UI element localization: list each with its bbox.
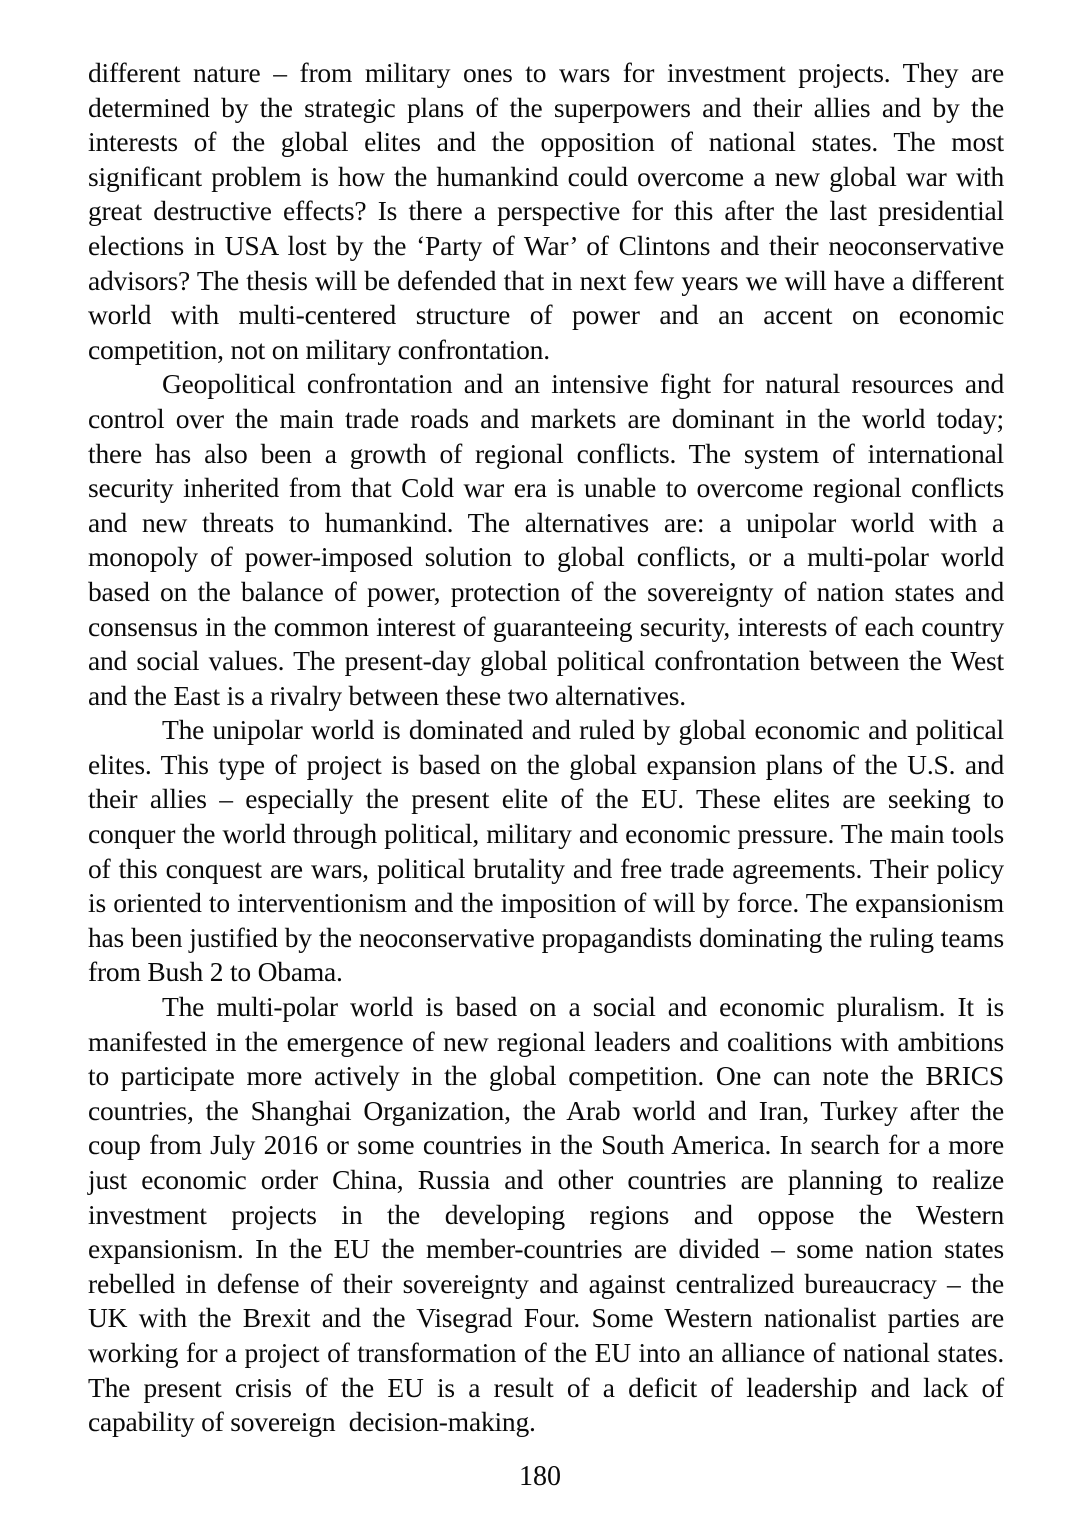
body-text xyxy=(88,56,1004,1440)
paragraph-3: The unipolar world is dominated and ruled by global economic and political elites. This type of project is based on the global expansion plans of the U.S. and their allies – especially the present elite of the EU. These elites are seeking to conquer the world through political, military and economic pressure. The main tools of this conquest are wars, political brutality and free trade agreements. Their policy is oriented to interventionism and the imposition of will by force. The expansionism has been justified by the neoconservative propagandists dominating the ruling teams from Bush 2 to Obama. xyxy=(88,714,1004,988)
page-number: 180 xyxy=(519,1461,561,1492)
paragraph-1: different nature – from military ones to wars for investment projects. They are determined by the strategic plans of the superpowers and their allies and by the interests of the global elites and the opposition of national states. The most significant problem is how the humankind could overcome a new global war with great destructive effects? Is there a perspective for this after the last presidential elections in USA lost by the ‘Party of War’ of Clintons and their neoconservative advisors? The thesis will be defended that in next few years we will have a different world with multi-centered structure of power and an accent on economic competition, not on military confrontation. xyxy=(88,57,1004,365)
paragraph-4: The multi-polar world is based on a social and economic pluralism. It is manifested in the emergence of new regional leaders and coalitions with ambitions to participate more actively in the global competition. One can note the BRICS countries, the Shanghai Organization, the Arab world and Iran, Turkey after the coup from July 2016 or some countries in the South America. In search for a more just economic order China, Russia and other countries are planning to realize investment projects in the developing regions and oppose the Western expansionism. In the EU the member-countries are divided – some nation states rebelled in defense of their sovereignty and against centralized bureaucracy – the UK with the Brexit and the Visegrad Four. Some Western nationalist parties are working for a project of transformation of the EU into an alliance of national states. The present crisis of the EU is a result of a deficit of leadership and lack of capability of sovereign decision-making. xyxy=(88,991,1004,1438)
paragraph-2: Geopolitical confrontation and an intensive fight for natural resources and control over the main trade roads and markets are dominant in the world today; there has also been a growth of regional conflicts. The system of international security inherited from that Cold war era is unable to overcome regional conflicts and new threats to humankind. The alternatives are: a unipolar world with a monopoly of power-imposed solution to global conflicts, or a multi-polar world based on the balance of power, protection of the sovereignty of nation states and consensus in the common interest of guaranteeing security, interests of each country and social values. The present-day global political confrontation between the West and the East is a rivalry between these two alternatives. xyxy=(88,368,1004,711)
